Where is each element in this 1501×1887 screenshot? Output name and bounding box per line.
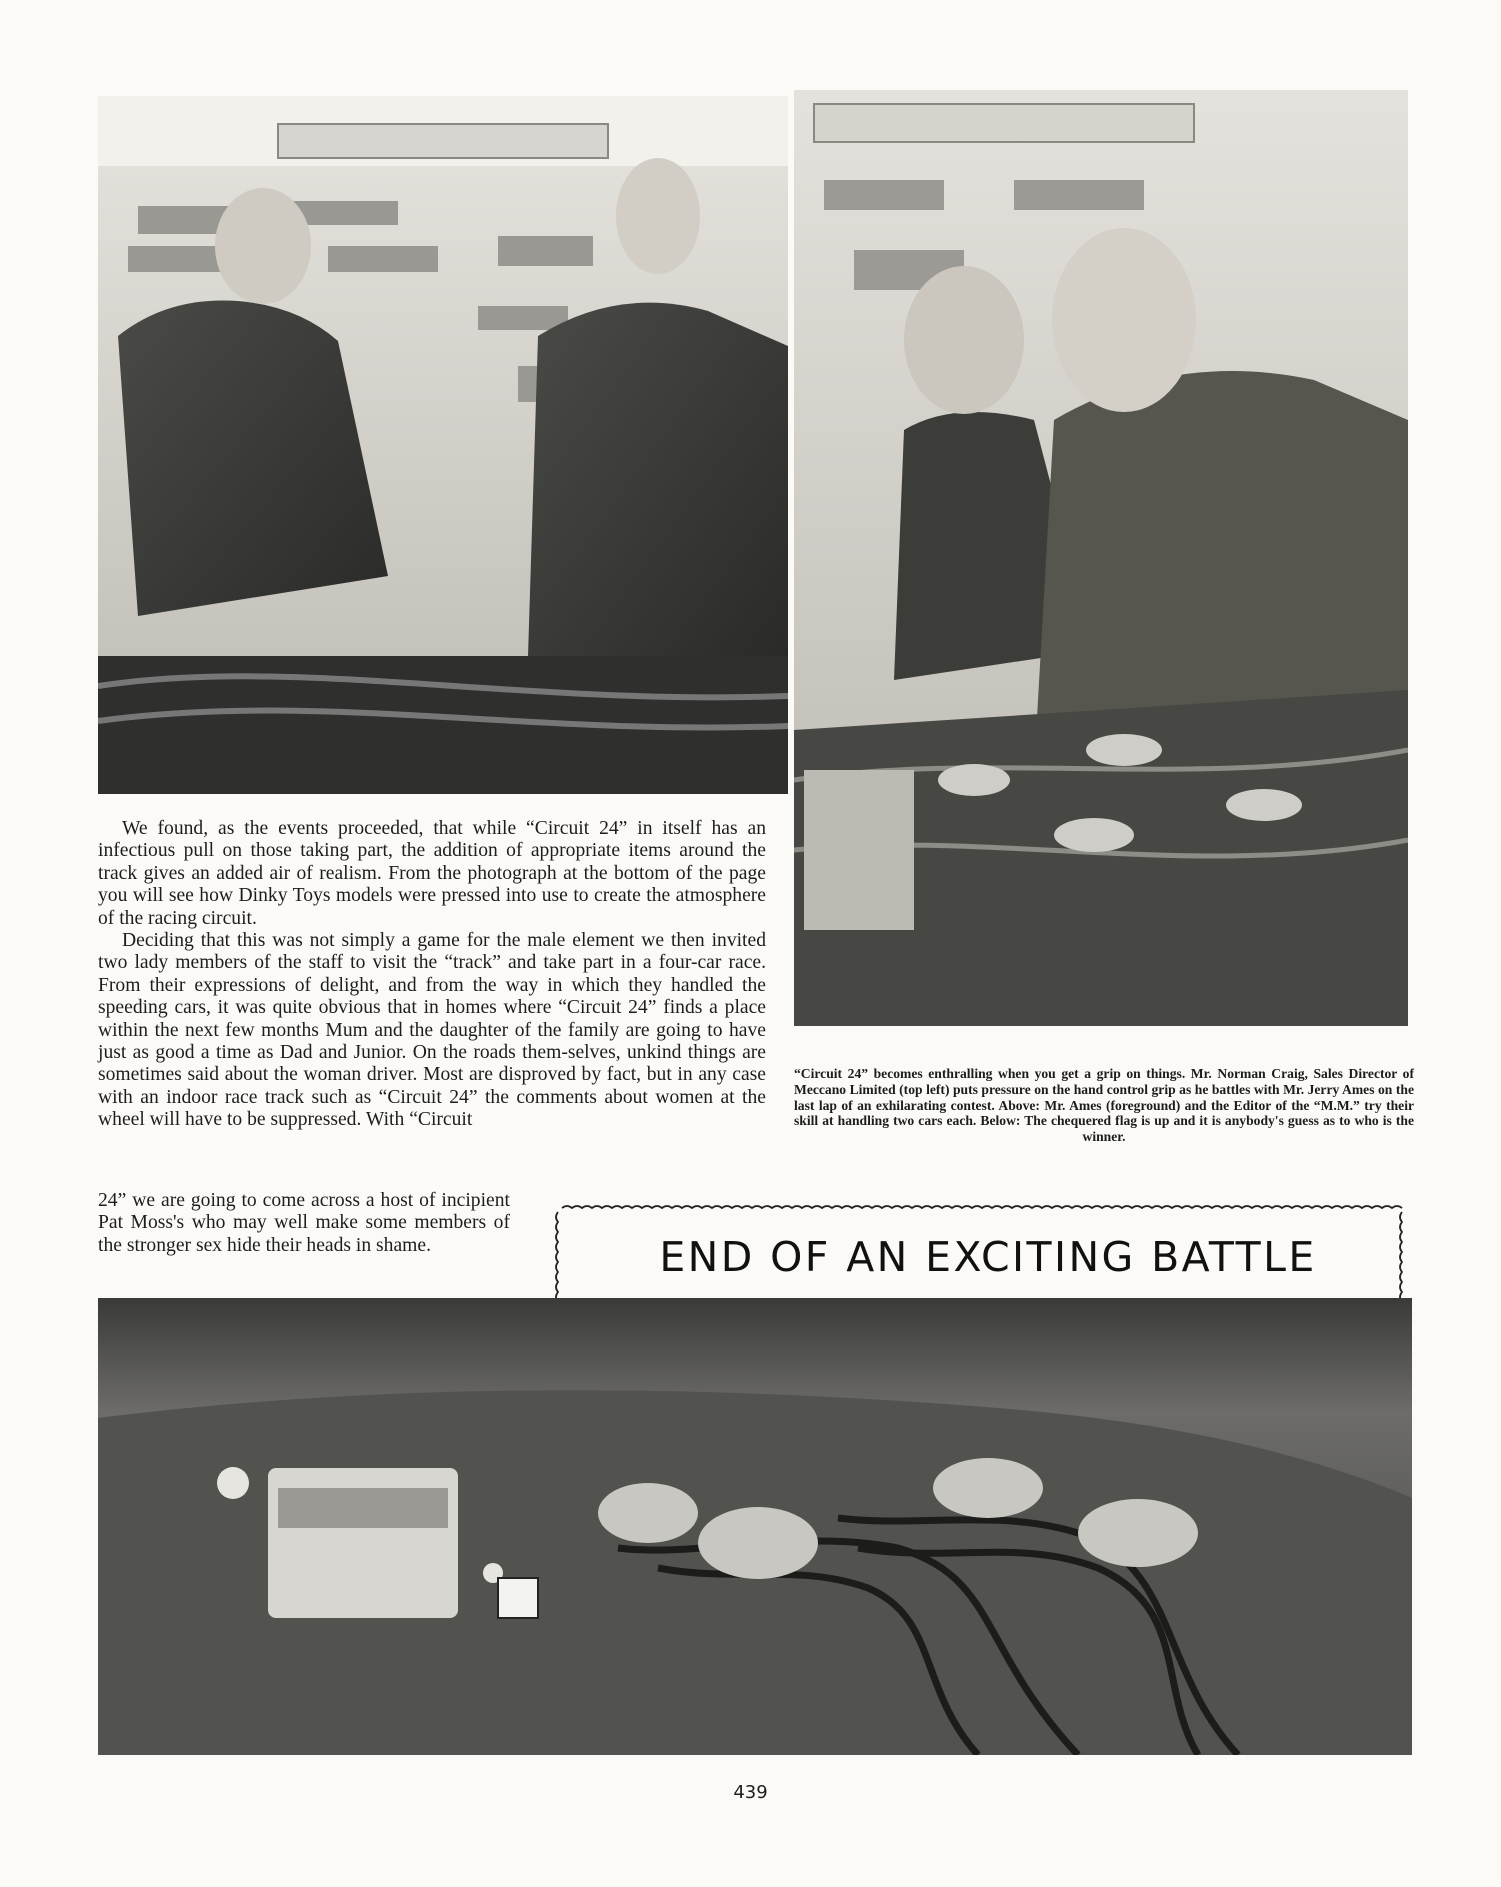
photo-top-right-image bbox=[794, 90, 1408, 1026]
article-paragraph-1: We found, as the events proceeded, that while “Circuit 24” in itself has an infectious pull on those taking part, the addition of appropriate items around the track gives an added air of realism. From the photograph at the bottom of the page you will see how Dinky Toys models were pressed into use to create the atmosphere of the racing circuit. bbox=[98, 818, 766, 929]
headline: END OF AN EXCITING BATTLE bbox=[659, 1233, 1317, 1281]
headline-box bbox=[548, 1200, 1412, 1298]
photo-bottom bbox=[98, 1298, 1412, 1755]
photo-top-right bbox=[794, 90, 1408, 1026]
article-paragraph-2-continued: 24” we are going to come across a host of incipient Pat Moss's who may well make some members of the stronger sex hide their heads in shame. bbox=[98, 1190, 510, 1256]
photo-bottom-image bbox=[98, 1298, 1412, 1755]
photo-top-left-image bbox=[98, 96, 788, 794]
page-number: 439 bbox=[733, 1782, 768, 1803]
article-body bbox=[98, 818, 766, 1132]
photo-top-left bbox=[98, 96, 788, 794]
photo-caption: “Circuit 24” becomes enthralling when you get a grip on things. Mr. Norman Craig, Sales Director of Meccano Limited (top left) puts pressure on the hand control grip as he battles with Mr. Jerry Ames on the last lap of an exhilarating contest. Above: Mr. Ames (foreground) and the Editor of the “M.M.” try their skill at handling two cars each. Below: The chequered flag is up and it is anybody's guess as to who is the winner. bbox=[794, 1066, 1414, 1145]
article-paragraph-2: Deciding that this was not simply a game for the male element we then invited two lady members of the staff to visit the “track” and take part in a four-car race. From their expressions of delight, and from the way in which they handled the speeding cars, it was quite obvious that in homes where “Circuit 24” finds a place within the next few months Mum and the daughter of the family are going to have just as good a time as Dad and Junior. On the roads them-selves, unkind things are sometimes said about the woman driver. Most are disproved by fact, but in any case with an indoor race track such as “Circuit 24” the comments about women at the wheel will have to be suppressed. With “Circuit bbox=[98, 930, 766, 1131]
